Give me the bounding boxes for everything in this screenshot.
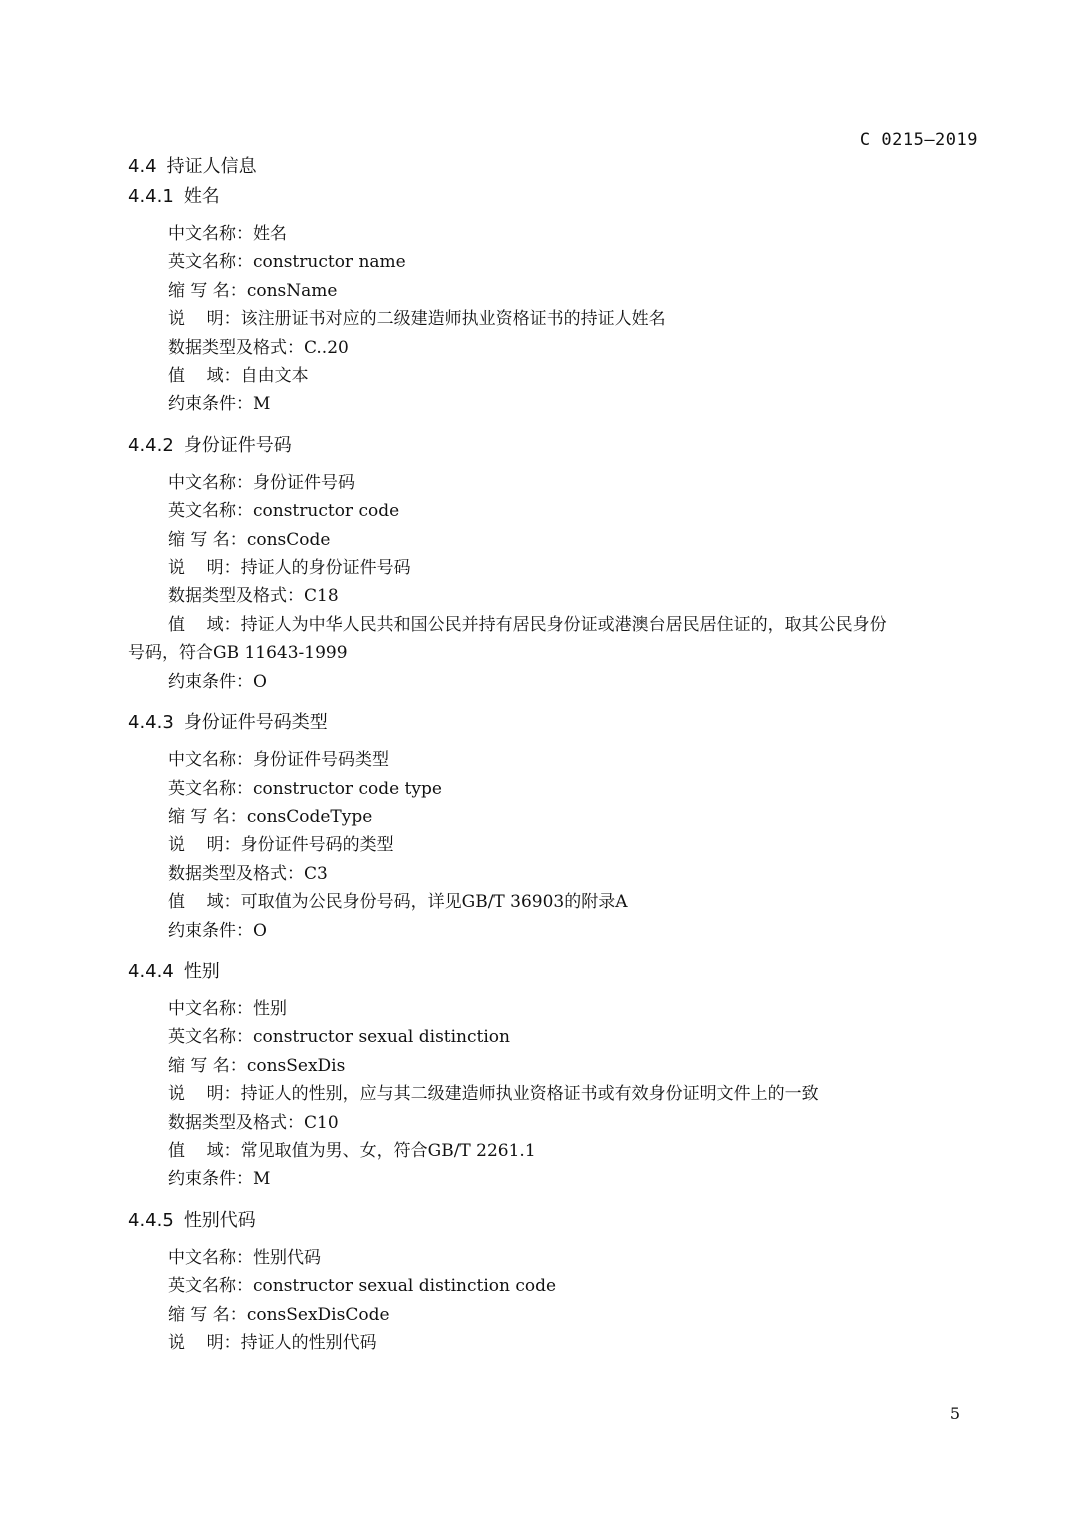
section-heading [128, 152, 980, 182]
field-row [168, 220, 980, 248]
field-value: constructor code type [253, 778, 442, 799]
field-row [168, 1301, 980, 1329]
field-label: 说 明： [168, 309, 241, 330]
field-value: 持证人的性别代码 [240, 1333, 377, 1353]
field-value: 性别 [253, 998, 287, 1019]
field-label: 英文名称： [168, 1027, 253, 1048]
subsection-number: 4.4.5 [128, 1209, 174, 1231]
field-row [168, 1165, 980, 1193]
field-label: 中文名称： [168, 224, 253, 244]
subsection-title: 身份证件号码 [183, 434, 292, 456]
subsection-number: 4.4.2 [128, 434, 174, 456]
field-row [168, 746, 980, 774]
field-value: constructor sexual distinction [253, 1027, 510, 1048]
field-value: consName [246, 280, 338, 301]
field-label: 约束条件： [168, 1169, 253, 1190]
field-label: 英文名称： [168, 1276, 253, 1297]
field-label: 缩 写 名： [168, 1055, 247, 1076]
field-row [168, 362, 980, 390]
field-label: 说 明： [168, 835, 241, 856]
section-title: 持证人信息 [166, 156, 257, 177]
subsection-title: 姓名 [183, 186, 220, 207]
field-value: C10 [304, 1112, 339, 1133]
field-row [168, 582, 980, 610]
field-row [168, 1137, 980, 1165]
field-row [168, 497, 980, 525]
field-label: 数据类型及格式： [168, 586, 304, 607]
subsection-number: 4.4.4 [128, 960, 174, 982]
field-row [168, 995, 980, 1023]
field-label: 约束条件： [168, 394, 253, 415]
subsection-heading [128, 1206, 980, 1236]
section-number: 4.4 [128, 156, 157, 177]
field-value: M [253, 394, 271, 415]
field-label: 缩 写 名： [168, 529, 247, 550]
field-row [168, 1052, 980, 1080]
field-row [168, 277, 980, 305]
field-row [168, 888, 980, 916]
field-row [168, 668, 980, 696]
field-row [168, 305, 980, 333]
field-label: 约束条件： [168, 920, 253, 941]
field-row [168, 1272, 980, 1300]
field-value: consSexDis [246, 1055, 346, 1076]
field-label: 说 明： [168, 1084, 241, 1105]
field-label: 英文名称： [168, 778, 253, 799]
field-label: 值 域： [168, 1140, 241, 1161]
field-label: 值 域： [168, 614, 241, 635]
field-label: 说 明： [168, 558, 241, 579]
field-row [168, 554, 980, 582]
field-value: C3 [304, 863, 328, 884]
field-value: 持证人为中华人民共和国公民并持有居民身份证或港澳台居民居住证的，取其公民身份 [240, 614, 887, 635]
subsection-heading [128, 708, 980, 738]
field-value: constructor code [253, 501, 400, 522]
field-label: 英文名称： [168, 501, 253, 522]
document-body [128, 152, 980, 1361]
field-label: 约束条件： [168, 671, 253, 692]
field-value: 常见取值为男、女，符合GB/T 2261.1 [240, 1140, 536, 1161]
field-label: 中文名称： [168, 750, 253, 771]
subsection [128, 1206, 980, 1358]
field-value: O [253, 920, 267, 941]
field-value: C18 [304, 586, 339, 607]
field-label: 缩 写 名： [168, 280, 247, 301]
field-label: 数据类型及格式： [168, 863, 304, 884]
field-value: consCode [246, 529, 331, 550]
field-label: 值 域： [168, 366, 241, 387]
subsection-title: 身份证件号码类型 [183, 712, 328, 734]
field-list [168, 220, 980, 419]
subsection-heading [128, 431, 980, 461]
subsection-number: 4.4.1 [128, 186, 174, 207]
subsection-number: 4.4.3 [128, 712, 174, 734]
subsection-heading [128, 182, 980, 212]
field-value: consCodeType [246, 806, 373, 827]
field-label: 中文名称： [168, 998, 253, 1019]
field-label: 英文名称： [168, 252, 253, 273]
field-row [168, 831, 980, 859]
field-label: 值 域： [168, 892, 241, 913]
field-value: constructor name [253, 252, 406, 273]
field-value-continuation: 号码，符合GB 11643-1999 [128, 643, 348, 664]
field-list [168, 995, 980, 1194]
field-label: 数据类型及格式： [168, 1112, 304, 1133]
field-row [168, 334, 980, 362]
field-row [168, 1080, 980, 1108]
field-label: 中文名称： [168, 1247, 253, 1268]
field-value: 持证人的性别，应与其二级建造师执业资格证书或有效身份证明文件上的一致 [240, 1084, 819, 1105]
subsection [128, 957, 980, 1194]
subsection [128, 431, 980, 696]
field-value: M [253, 1169, 271, 1190]
field-row [168, 526, 980, 554]
field-row [168, 469, 980, 497]
field-value: 该注册证书对应的二级建造师执业资格证书的持证人姓名 [240, 309, 666, 330]
subsection [128, 182, 980, 419]
field-value: 身份证件号码的类型 [240, 835, 394, 856]
subsection-list [128, 182, 980, 1357]
field-value: 身份证件号码 [253, 472, 355, 493]
field-row [168, 860, 980, 888]
field-value: consSexDisCode [246, 1304, 390, 1325]
field-value: 性别代码 [253, 1247, 321, 1268]
subsection-heading [128, 957, 980, 987]
field-row [168, 1329, 980, 1357]
field-label: 说 明： [168, 1333, 241, 1353]
subsection [128, 708, 980, 945]
field-list [128, 469, 980, 696]
subsection-title: 性别 [183, 960, 220, 982]
field-value: 姓名 [253, 224, 287, 244]
field-label: 数据类型及格式： [168, 337, 304, 358]
field-label: 中文名称： [168, 472, 253, 493]
field-row [168, 803, 980, 831]
field-value: constructor sexual distinction code [253, 1276, 557, 1297]
field-value: 可取值为公民身份号码，详见GB/T 36903的附录A [240, 892, 628, 913]
field-list [168, 1244, 980, 1358]
field-value: O [253, 671, 267, 692]
page-number: 5 [949, 1404, 960, 1423]
field-row [168, 1109, 980, 1137]
field-label: 缩 写 名： [168, 1304, 247, 1325]
field-row [168, 248, 980, 276]
field-value: 身份证件号码类型 [253, 750, 389, 771]
document-code: C 0215—2019 [859, 130, 978, 150]
field-row [168, 917, 980, 945]
field-value: 持证人的身份证件号码 [240, 558, 411, 579]
field-row [168, 1023, 980, 1051]
subsection-title: 性别代码 [183, 1209, 256, 1231]
field-value: C..20 [304, 337, 349, 358]
field-row [168, 611, 980, 639]
field-row [168, 775, 980, 803]
field-value: 自由文本 [240, 366, 309, 387]
field-label: 缩 写 名： [168, 806, 247, 827]
field-row [168, 390, 980, 418]
field-row [168, 1244, 980, 1272]
field-list [168, 746, 980, 945]
